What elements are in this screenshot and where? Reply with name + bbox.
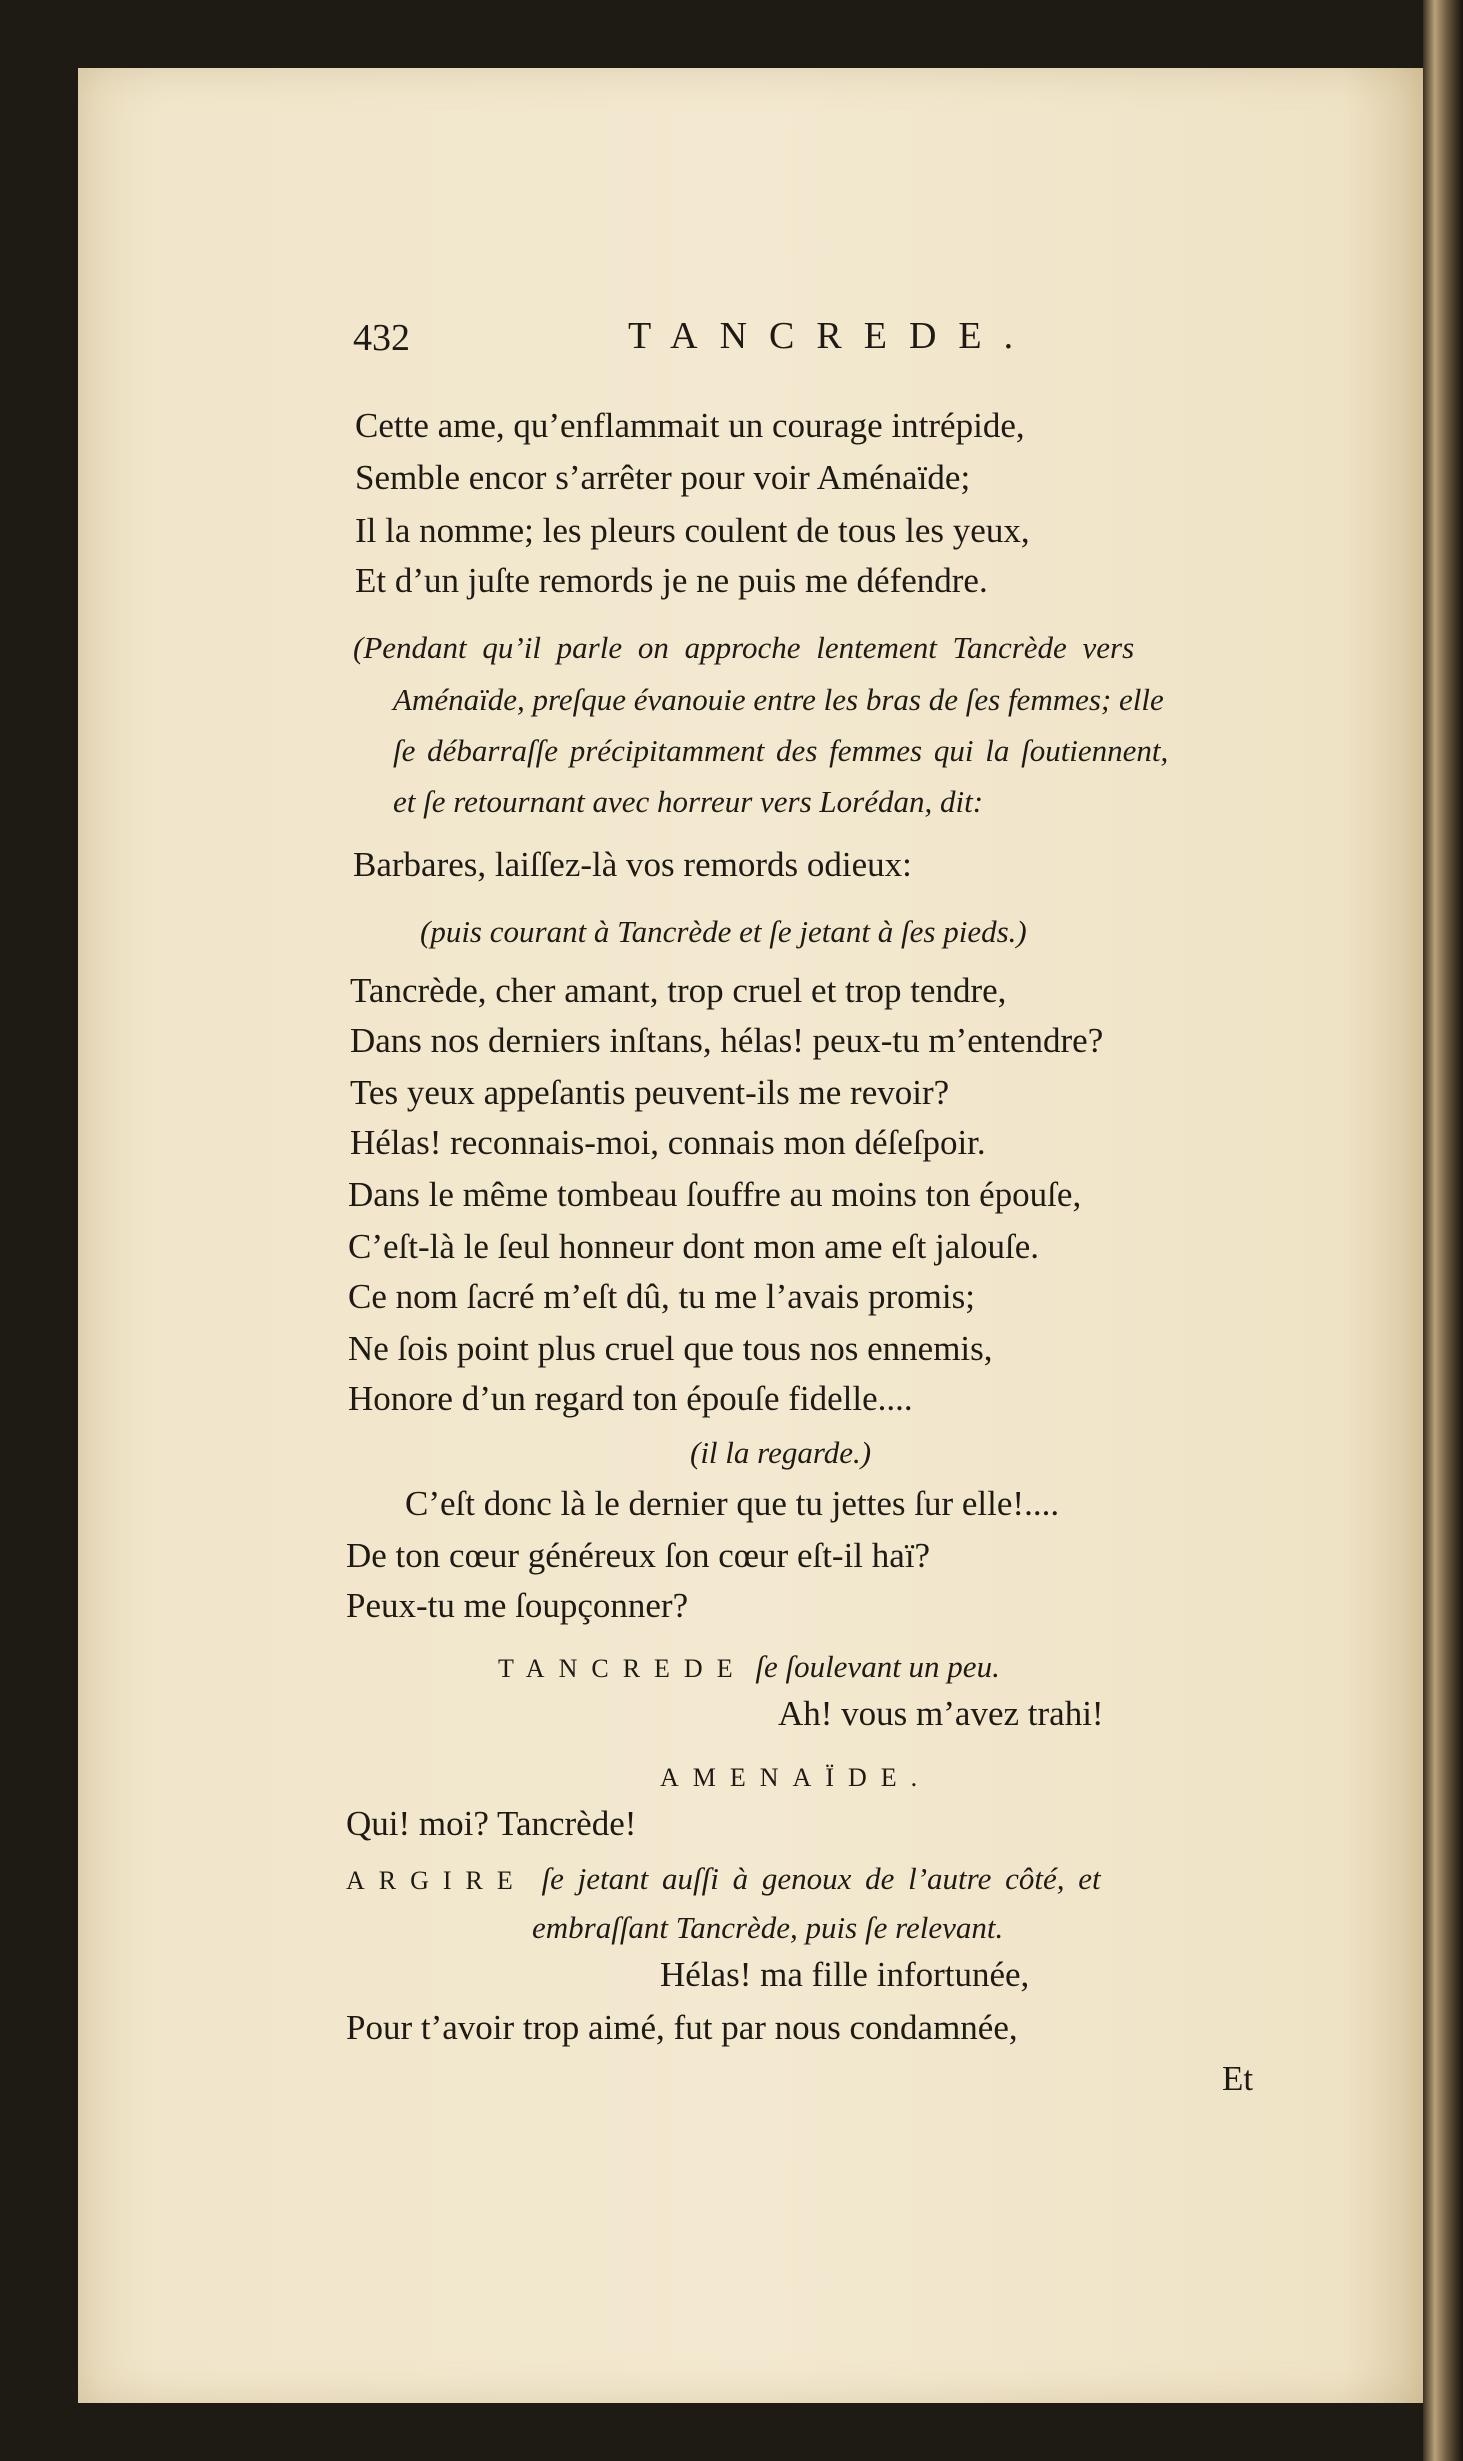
verse-line: De ton cœur généreux ſon cœur eſt-il haï? <box>346 1536 931 1575</box>
verse-line: Semble encor s’arrêter pour voir Aménaïde; <box>355 458 971 497</box>
verse-line: Il la nomme; les pleurs coulent de tous les yeux, <box>355 511 1030 550</box>
stage-direction: embraſſant Tancrède, puis ſe relevant. <box>532 1910 1004 1945</box>
verse-line: Ce nom ſacré m’eſt dû, tu me l’avais promis; <box>348 1277 975 1316</box>
verse-line: Tancrède, cher amant, trop cruel et trop tendre, <box>350 971 1007 1010</box>
verse-line: C’eſt-là le ſeul honneur dont mon ame eſt jalouſe. <box>348 1227 1040 1266</box>
verse-line: C’eſt donc là le dernier que tu jettes ſur elle!.... <box>405 1484 1060 1523</box>
verse-line: Hélas! ma fille infortunée, <box>660 1955 1030 1994</box>
verse-line: Ah! vous m’avez trahi! <box>778 1694 1104 1733</box>
verse-line: Pour t’avoir trop aimé, fut par nous condamnée, <box>346 2008 1018 2047</box>
speaker-heading <box>498 1646 1000 1689</box>
running-title: TANCREDE. <box>628 315 1036 357</box>
verse-line: Dans le même tombeau ſouffre au moins ton épouſe, <box>348 1175 1082 1214</box>
speaker-name: ARGIRE <box>346 1866 527 1895</box>
verse-line: Peux-tu me ſoupçonner? <box>346 1586 689 1625</box>
page-number: 432 <box>353 317 410 359</box>
stage-direction: ſe ſoulevant un peu. <box>755 1649 1000 1684</box>
speaker-name: AMENAÏDE. <box>660 1763 932 1792</box>
stage-direction: Aménaïde, preſque évanouie entre les bras de ſes femmes; elle <box>393 682 1164 717</box>
verse-line: Et d’un juſte remords je ne puis me défendre. <box>355 561 988 600</box>
verse-line: Barbares, laiſſez-là vos remords odieux: <box>353 845 912 884</box>
stage-direction: et ſe retournant avec horreur vers Lorédan, dit: <box>393 784 984 819</box>
verse-line: Tes yeux appeſantis peuvent-ils me revoir? <box>350 1073 950 1112</box>
catchword: Et <box>1222 2059 1254 2098</box>
book-binding-edge <box>1423 0 1463 2461</box>
verse-line: Cette ame, qu’enflammait un courage intrépide, <box>355 406 1025 445</box>
stage-direction: ſe débarraſſe précipitamment des femmes qui la ſoutiennent, <box>393 733 1169 768</box>
verse-line: Ne ſois point plus cruel que tous nos ennemis, <box>348 1329 993 1368</box>
speaker-heading <box>346 1858 1101 1901</box>
verse-line: Qui! moi? Tancrède! <box>346 1804 637 1843</box>
stage-direction: (Pendant qu’il parle on approche lentement Tancrède vers <box>353 630 1135 665</box>
verse-line: Hélas! reconnais-moi, connais mon déſeſpoir. <box>350 1123 986 1162</box>
speaker-name: TANCREDE <box>498 1654 747 1683</box>
verse-line: Honore d’un regard ton épouſe fidelle.... <box>348 1379 913 1418</box>
stage-direction: ſe jetant auſſi à genoux de l’autre côté, et <box>541 1861 1101 1896</box>
verse-line: Dans nos derniers inſtans, hélas! peux-tu m’entendre? <box>350 1021 1104 1060</box>
stage-direction: (puis courant à Tancrède et ſe jetant à ſes pieds.) <box>420 914 1027 949</box>
stage-direction: (il la regarde.) <box>690 1435 872 1470</box>
